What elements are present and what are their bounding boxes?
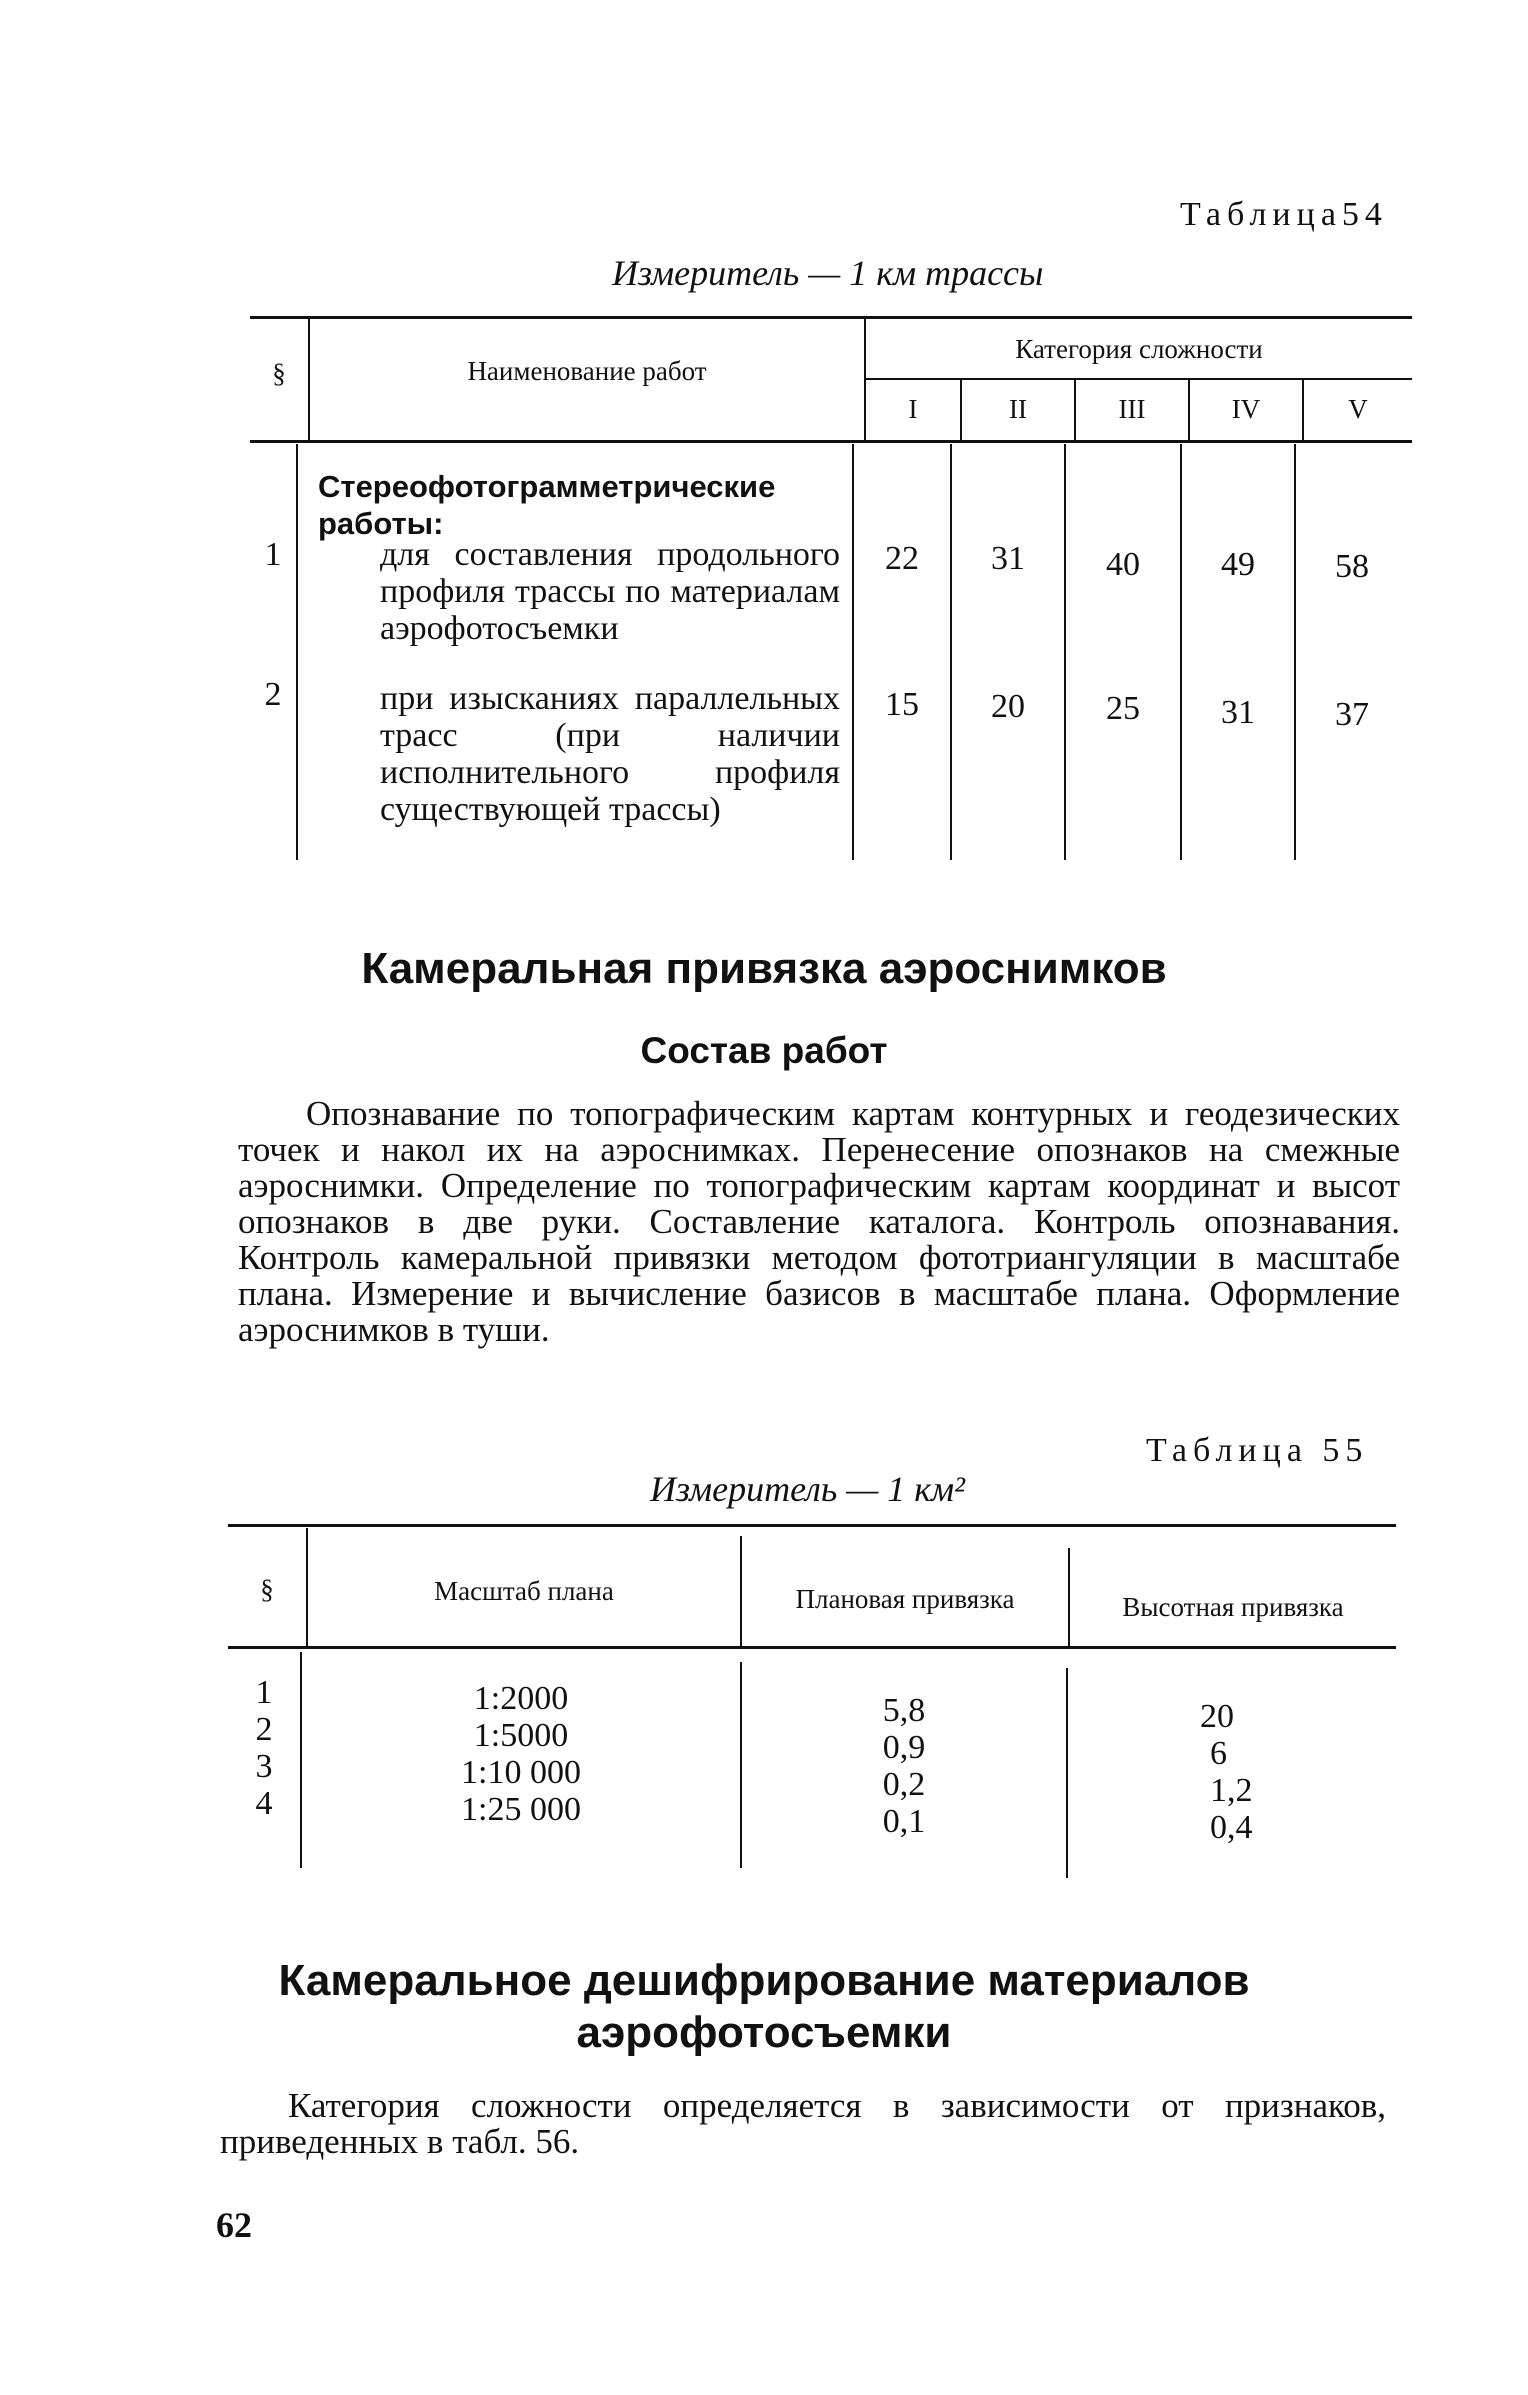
t55-row-4-num: 4 bbox=[255, 1785, 273, 1822]
section-2-title-line-2: аэрофотосъемки bbox=[576, 2008, 952, 2057]
row-1-cat-4: 49 bbox=[1221, 546, 1255, 583]
t55-row-2-height: 6 bbox=[1210, 1735, 1227, 1772]
section-2-body: Категория сложности определяется в зависимости от признаков, приведенных в табл. 56. bbox=[220, 2086, 1386, 2161]
row-2-cat-4: 31 bbox=[1221, 694, 1255, 731]
header-cat-3: III bbox=[1118, 394, 1146, 424]
t55-row-3-height: 1,2 bbox=[1210, 1772, 1253, 1809]
section-1-subtitle: Состав работ bbox=[640, 1030, 888, 1071]
row-1-cat-5: 58 bbox=[1335, 548, 1369, 585]
section-1-body: Опознавание по топографическим картам контурных и геодезических точек и накол их на аэроснимках. Перенесение опознаков на смежные аэроснимки. Определение по топографическим картам координат и высот опознаков в две руки. Составление каталога. Контроль опознавания. Контроль камеральной привязки методом фототриангуляции в масштабе плана. Измерение и вычисление базисов в масштабе плана. Оформление аэроснимков в туши. bbox=[238, 1094, 1400, 1349]
header-cat-2: II bbox=[1009, 394, 1027, 424]
t55-row-1-plan: 5,8 bbox=[882, 1692, 926, 1729]
table-55-label: Таблица 55 bbox=[1146, 1432, 1369, 1469]
row-1-name: для составления продольного профиля трассы по материалам аэрофотосъемки bbox=[380, 536, 840, 647]
t55-header-plan: Плановая привязка bbox=[795, 1584, 1015, 1614]
t55-row-2-scale: 1:5000 bbox=[473, 1717, 569, 1754]
header-cat-4: IV bbox=[1231, 394, 1261, 424]
header-category: Категория сложности bbox=[1015, 334, 1263, 364]
t55-header-num: § bbox=[260, 1574, 274, 1604]
header-name: Наименование работ bbox=[467, 356, 707, 386]
t55-row-1-scale: 1:2000 bbox=[473, 1680, 569, 1717]
header-cat-1: I bbox=[908, 394, 918, 424]
t55-row-1-height: 20 bbox=[1200, 1698, 1234, 1735]
row-2-cat-1: 15 bbox=[885, 686, 919, 723]
t55-row-3-num: 3 bbox=[255, 1748, 273, 1785]
row-2-num: 2 bbox=[264, 676, 282, 713]
group-heading: Стереофотограмметрические работы: bbox=[318, 469, 776, 541]
row-1-cat-3: 40 bbox=[1106, 546, 1140, 583]
row-2-name: при изысканиях параллельных трасс (при наличии исполнительного профиля существующей трассы) bbox=[380, 680, 840, 828]
row-1-num: 1 bbox=[264, 536, 282, 573]
t55-header-height: Высотная привязка bbox=[1122, 1592, 1344, 1622]
row-1-cat-2: 31 bbox=[991, 540, 1025, 577]
page-number: 62 bbox=[216, 2205, 252, 2245]
section-2-title-line-1: Камеральное дешифрирование материалов bbox=[278, 1956, 1250, 2005]
t55-row-3-plan: 0,2 bbox=[882, 1766, 926, 1803]
row-1-cat-1: 22 bbox=[885, 540, 919, 577]
t55-row-4-scale: 1:25 000 bbox=[461, 1791, 581, 1828]
t55-row-3-scale: 1:10 000 bbox=[461, 1754, 581, 1791]
section-1-title: Камеральная привязка аэроснимков bbox=[361, 944, 1167, 993]
table-54-measure: Измеритель — 1 км трассы bbox=[612, 253, 1044, 293]
header-cat-5: V bbox=[1348, 394, 1368, 424]
t55-row-2-plan: 0,9 bbox=[882, 1729, 926, 1766]
table-54-label: Таблица54 bbox=[1180, 196, 1388, 233]
header-num: § bbox=[272, 358, 286, 388]
t55-row-1-num: 1 bbox=[255, 1674, 273, 1711]
table-55-measure: Измеритель — 1 км² bbox=[650, 1469, 965, 1509]
t55-row-4-height: 0,4 bbox=[1210, 1809, 1253, 1846]
row-2-cat-5: 37 bbox=[1335, 696, 1369, 733]
t55-row-4-plan: 0,1 bbox=[882, 1803, 926, 1840]
row-2-cat-2: 20 bbox=[991, 688, 1025, 725]
row-2-cat-3: 25 bbox=[1106, 690, 1140, 727]
t55-row-2-num: 2 bbox=[255, 1711, 273, 1748]
t55-header-scale: Масштаб плана bbox=[434, 1576, 614, 1606]
